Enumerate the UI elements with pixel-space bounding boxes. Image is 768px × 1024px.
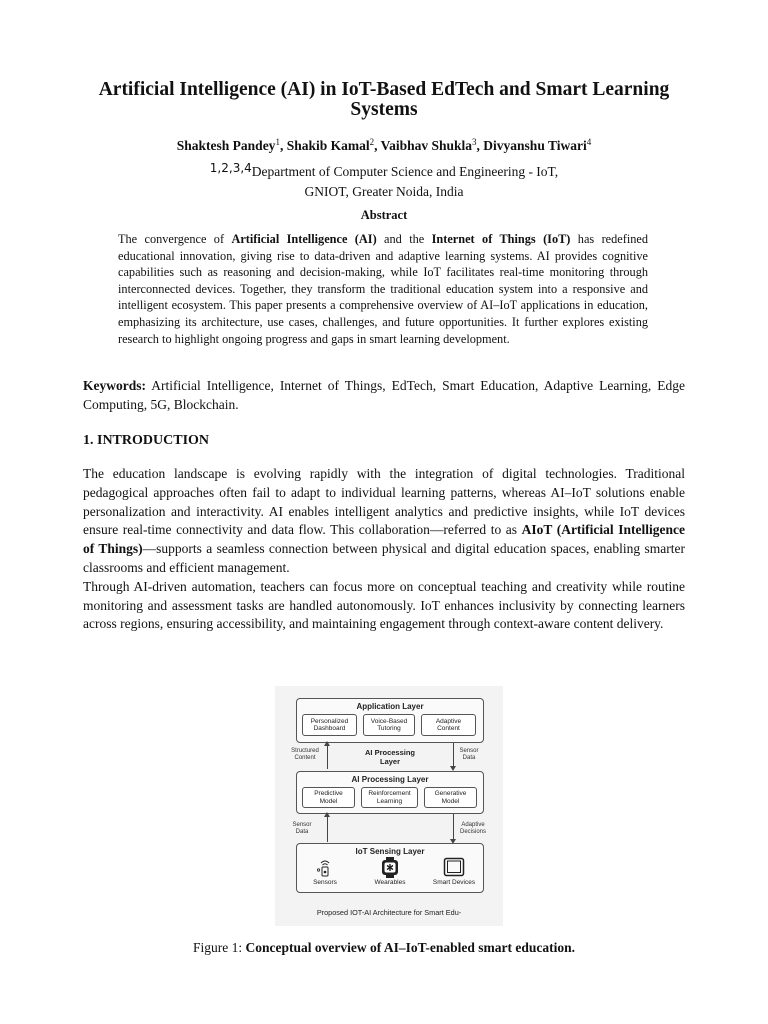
keywords [83, 376, 685, 414]
application-layer-title: Application Layer [356, 702, 424, 711]
intro-paragraph: Through AI-driven automation, teachers can focus more on conceptual teaching and creativity while routine monitoring and assessment tasks are handled autonomously. IoT enhances inclusivity by connecting learners across regions, ensuring accessibility, and maintaining engagement through context-aware content delivery. [83, 578, 685, 632]
abstract-run: and the [376, 232, 432, 246]
author-affiliation-mark: 4 [586, 137, 592, 147]
author-name: Shakib Kamal [286, 138, 370, 153]
sensors-label: Sensors [313, 879, 337, 886]
figure-caption [84, 940, 684, 956]
smart-devices-label: Smart Devices [432, 879, 476, 886]
caption-title: Conceptual overview of AI–IoT-enabled smart education. [245, 940, 575, 955]
affiliation [84, 158, 684, 202]
abstract-heading: Abstract [360, 208, 408, 222]
sensor-data-label-bottom: Sensor Data [292, 822, 312, 835]
abstract-text [118, 231, 648, 347]
voice-tutoring-box: Voice-Based Tutoring [363, 714, 415, 736]
iot-sensing-layer-title: IoT Sensing Layer [355, 847, 425, 856]
introduction-body [83, 465, 685, 634]
author-name: Vaibhav Shukla [380, 138, 473, 153]
keywords-label: Keywords: [83, 378, 146, 393]
keywords-text: Artificial Intelligence, Internet of Things, EdTech, Smart Education, Adaptive Learning, Edge Computing, 5G, Blockchain. [83, 378, 685, 412]
author-list: Shaktesh Pandey$^1$, Shakib Kamal$^2$, Vaibhav Shukla$^3$, Divyanshu Tiwari$^4$ [176, 137, 592, 153]
affiliation-department: Department of Computer Science and Engineering - IoT, [251, 164, 559, 179]
predictive-model-box: Predictive Model [302, 787, 355, 808]
ai-processing-layer [296, 771, 484, 814]
section-heading-introduction: 1. INTRODUCTION [83, 433, 210, 448]
author-name: Divyanshu Tiwari [483, 138, 587, 153]
sensor-data-label-top: Sensor Data [459, 748, 479, 761]
iot-sensing-layer [296, 843, 484, 893]
up-arrow [327, 814, 328, 842]
adaptive-content-box: Adaptive Content [421, 714, 476, 736]
personalized-dashboard-box: Personalized Dashboard [302, 714, 357, 736]
abstract-run: has redefined educational innovation, giving rise to data-driven and adaptive learning systems. AI provides cognitive capabilities such as reasoning and decision-making, while IoT facilitates real-time monitoring through interconnected devices. Together, they transform the traditional education system into a responsive and intelligent ecosystem. This paper presents a comprehensive overview of AI–IoT applications in education, emphasizing its architecture, use cases, challenges, and future opportunities. It further explores existing research to highlight ongoing progress and gaps in smart learning development. [118, 232, 649, 346]
application-layer [296, 698, 484, 743]
caption-prefix: Figure 1: [193, 940, 246, 955]
author-name: Shaktesh Pandey [176, 138, 276, 153]
up-arrow [327, 743, 328, 769]
structured-content-label: Structured Content [291, 748, 319, 761]
reinforcement-learning-box: Reinforcement Learning [361, 787, 418, 808]
wearables-label: Wearables [374, 879, 406, 886]
intro-run: The education landscape is evolving rapidly with the integration of digital technologies. Traditional pedagogical approaches often fail to adapt to individual learning patterns, whereas AI–IoT solutions enable personalization and interactivity. AI enables intelligent analytics and predictive insights, while IoT devices ensure real-time connectivity and data flow. This collaboration—referred to as [83, 466, 685, 538]
abstract-run: The convergence of [118, 232, 232, 246]
abstract-bold-term: Internet of Things (IoT) [431, 232, 571, 246]
architecture-figure [275, 686, 503, 926]
ai-processing-mid-label: AI Processing Layer [364, 748, 416, 766]
intro-bold-term: AIoT (Artificial Intelligence of Things) [83, 522, 685, 557]
figure-footer-text: Proposed IOT-AI Architecture for Smart Edu- [316, 908, 462, 917]
author-affiliation-mark: 3 [472, 137, 477, 147]
abstract-bold-term: Artificial Intelligence (AI) [231, 232, 377, 246]
author-affiliation-mark: 1 [275, 137, 280, 147]
adaptive-decisions-label: Adaptive Decisions [459, 822, 486, 835]
generative-model-box: Generative Model [424, 787, 477, 808]
intro-run: —supports a seamless connection between physical and digital education spaces, enabling smarter classrooms and efficient management. [83, 541, 686, 575]
affiliation-mark: 1,2,3,4 [209, 161, 252, 175]
affiliation-institute: GNIOT, Greater Noida, India [304, 184, 464, 199]
ai-processing-layer-title: AI Processing Layer [351, 775, 429, 784]
paper-title: Artificial Intelligence (AI) in IoT-Based EdTech and Smart Learning Systems [98, 79, 670, 120]
author-affiliation-mark: 2 [369, 137, 375, 147]
intro-paragraph [83, 465, 685, 578]
